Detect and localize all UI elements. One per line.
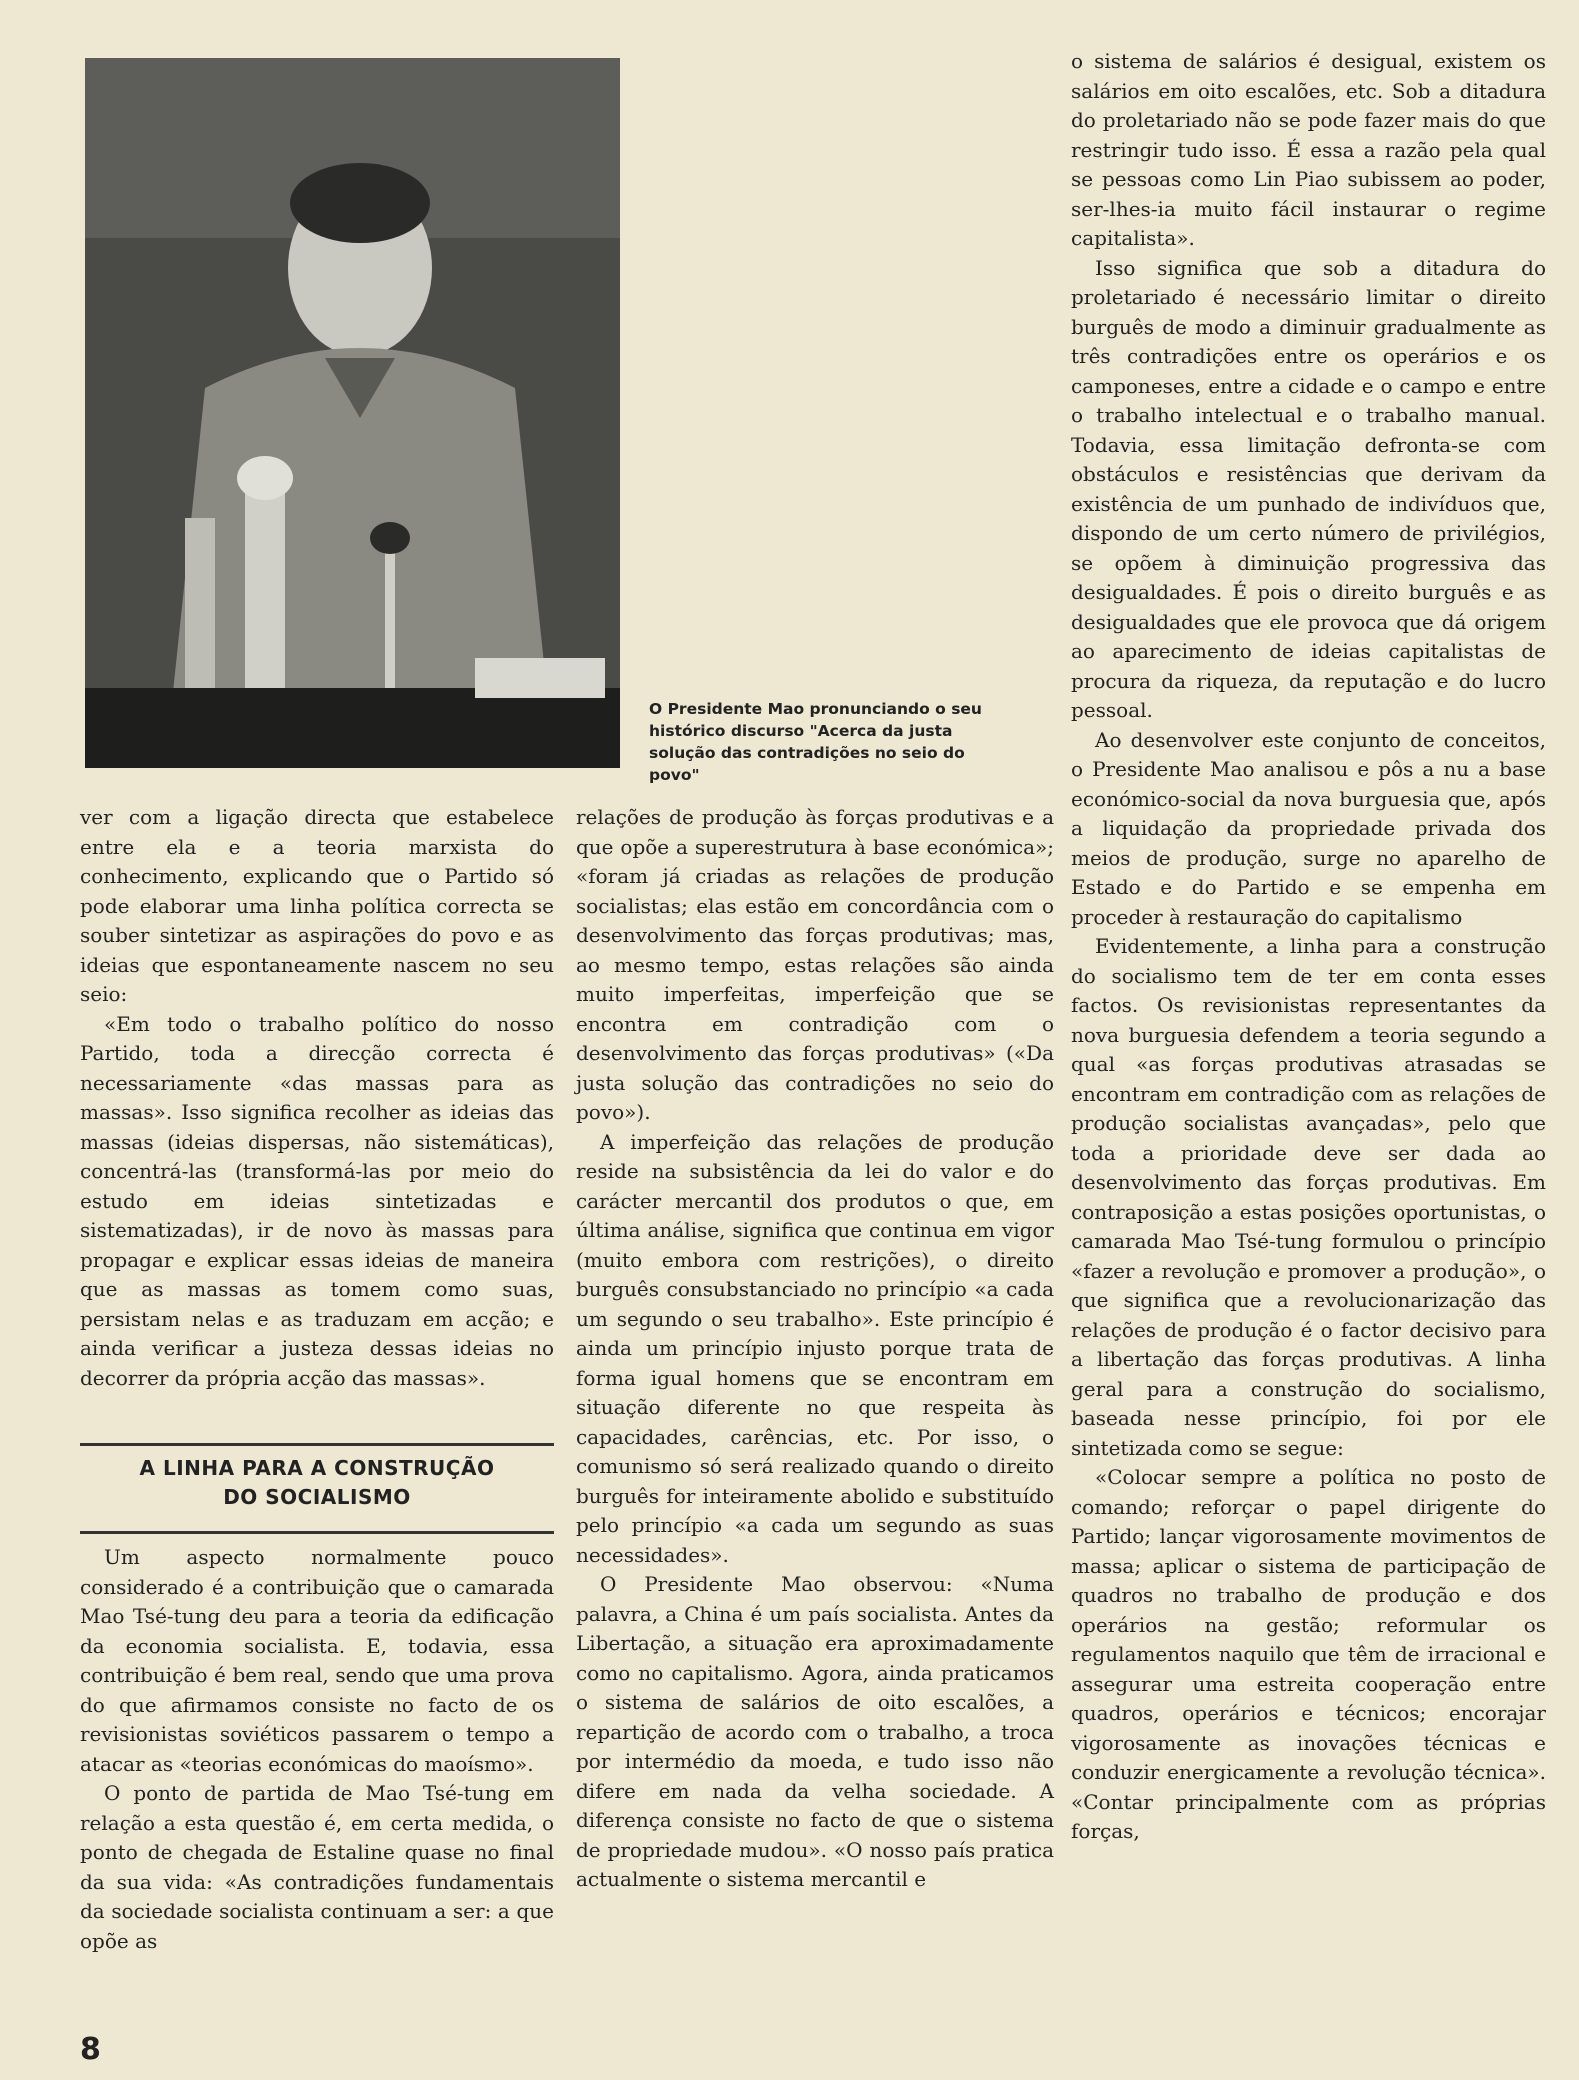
column-1	[80, 803, 554, 1393]
paragraph: ver com a ligação directa que estabelece entre ela e a teoria marxista do conhecimento, explicando que o Partido só pode elaborar uma linha política correcta se souber sintetizar as aspirações do povo e as ideias que espontaneamente nascem no seu seio:	[80, 805, 554, 1006]
paragraph: Isso significa que sob a ditadura do proletariado é necessário limitar o direito burguês de modo a diminuir gradualmente as três contradições entre os operários e os camponeses, entre a cidade e o campo e entre o trabalho intelectual e o trabalho manual. Todavia, essa limitação defronta-se com obstáculos e resistências que derivam da existência de um punhado de indivíduos que, dispondo de um certo número de privilégios, se opõem à diminuição progressiva das desigualdades. É pois o direito burguês e as desigualdades que ele provoca que dá origem ao aparecimento de ideias capitalistas de procura da riqueza, da reputação e do lucro pessoal.	[1071, 255, 1546, 722]
photo-mao-speech	[85, 58, 620, 768]
section-heading-line-1: A LINHA PARA A CONSTRUÇÃO	[139, 1456, 495, 1480]
heading-rule-bottom	[80, 1531, 554, 1534]
photo-illustration	[85, 58, 620, 768]
section-heading-line-2: DO SOCIALISMO	[223, 1485, 411, 1509]
heading-rule-top	[80, 1443, 554, 1446]
paragraph: o sistema de salários é desigual, existem os salários em oito escalões, etc. Sob a ditadura do proletariado não se pode fazer mais do que restringir tudo isso. É essa a razão pela qual se pessoas como Lin Piao subissem ao poder, ser-lhes-ia muito fácil instaurar o regime capitalista».	[1071, 49, 1546, 250]
column-1-continued	[80, 1543, 554, 1956]
paragraph: «Colocar sempre a política no posto de comando; reforçar o papel dirigente do Partido; lançar vigorosamente movimentos de massa; aplicar o sistema de participação de quadros no trabalho de produção e dos operários na gestão; reformular os regulamentos naquilo que têm de irracional e assegurar uma estreita cooperação entre quadros, operários e técnicos; encorajar vigorosamente as inovações técnicas e conduzir energicamente a revolução técnica». «Contar principalmente com as próprias forças,	[1071, 1465, 1546, 1843]
section-heading	[80, 1454, 554, 1512]
paragraph: Um aspecto normalmente pouco considerado é a contribuição que o camarada Mao Tsé-tung deu para a teoria da edificação da economia socialista. E, todavia, essa contribuição é bem real, sendo que uma prova do que afirmamos consiste no facto de os revisionistas soviéticos passarem o tempo a atacar as «teorias económicas do maoísmo».	[80, 1545, 554, 1776]
paragraph: Ao desenvolver este conjunto de conceitos, o Presidente Mao analisou e pôs a nu a base económico-social da nova burguesia que, após a liquidação da propriedade privada dos meios de produção, surge no aparelho de Estado e do Partido e se empenha em proceder à restauração do capitalismo	[1071, 727, 1546, 929]
paragraph: relações de produção às forças produtivas e a que opõe a superestrutura à base económica»; «foram já criadas as relações de produção socialistas; elas estão em concordância com o desenvolvimento das forças produtivas; mas, ao mesmo tempo, estas relações são ainda muito imperfeitas, imperfeição que se encontra em contradição com o desenvolvimento das forças produtivas» («Da justa solução das contradições no seio do povo»).	[576, 805, 1054, 1124]
paragraph: O ponto de partida de Mao Tsé-tung em relação a esta questão é, em certa medida, o ponto de chegada de Estaline quase no final da sua vida: «As contradições fundamentais da sociedade socialista continuam a ser: a que opõe as	[80, 1781, 554, 1953]
paragraph: «Em todo o trabalho político do nosso Partido, toda a direcção correcta é necessariamente «das massas para as massas». Isso significa recolher as ideias das massas (ideias dispersas, não sistemáticas), concentrá-las (transformá-las por meio do estudo em ideias sintetizadas e sistematizadas), ir de novo às massas para propagar e explicar essas ideias de maneira que as massas as tomem como suas, persistam nelas e as traduzam em acção; e ainda verificar a justeza dessas ideias no decorrer da própria acção das massas».	[80, 1011, 554, 1390]
page-number: 8	[80, 2032, 101, 2067]
column-2	[576, 803, 1054, 1895]
paragraph: Evidentemente, a linha para a construção do socialismo tem de ter em conta esses factos. Os revisionistas representantes da nova burguesia defendem a teoria segundo a qual «as forças produtivas atrasadas se encontram em contradição com as relações de produção socialistas avançadas», pelo que toda a prioridade deve ser dada ao desenvolvimento das forças produtivas. Em contraposição a estas posições oportunistas, o camarada Mao Tsé-tung formulou o princípio «fazer a revolução e promover a produção», o que significa que a revolucionarização das relações de produção é o factor decisivo para a libertação das forças produtivas. A linha geral para a construção do socialismo, baseada nesse princípio, foi por ele sintetizada como se segue:	[1071, 934, 1546, 1460]
paragraph: A imperfeição das relações de produção reside na subsistência da lei do valor e do carácter mercantil dos produtos o que, em última análise, significa que continua em vigor (muito embora com restrições), o direito burguês consubstanciado no princípio «a cada um segundo o seu trabalho». Este princípio é ainda um princípio injusto porque trata de forma igual homens que se encontram em situação diferente no que respeita às capacidades, carências, etc. Por isso, o comunismo só será realizado quando o direito burguês for inteiramente abolido e substituído pelo princípio «a cada um segundo as suas necessidades».	[576, 1129, 1054, 1567]
column-3	[1071, 47, 1546, 1847]
paragraph: O Presidente Mao observou: «Numa palavra, a China é um país socialista. Antes da Libertação, a situação era aproximadamente como no capitalismo. Agora, ainda praticamos o sistema de salários de oito escalões, a repartição de acordo com o trabalho, a troca por intermédio da moeda, e tudo isso não difere em nada da velha sociedade. A diferença consiste no facto de que o sistema de propriedade mudou». «O nosso país pratica actualmente o sistema mercantil e	[576, 1572, 1054, 1891]
photo-caption: O Presidente Mao pronunciando o seu histórico discurso "Acerca da justa solução das contradições no seio do povo"	[649, 700, 982, 784]
